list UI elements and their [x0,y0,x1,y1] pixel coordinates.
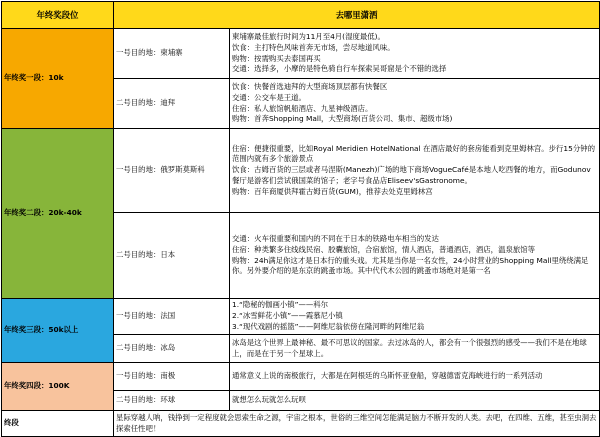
detail-line: 1.“隐秘的伽画小镇”——科尔 [232,300,329,310]
detail-line: 饮食：主打特色风味首奔无市场，尝尽地道风味。 [232,42,395,52]
destination-label: 二号目的地：环球 [114,391,230,411]
destination-details [230,29,600,79]
detail-line: 3.“现代戏剧的摇篮”——阿维尼翁依傍在隆河畔的阿维尼翁 [232,321,425,331]
destination-details [230,335,600,363]
header-row [2,2,600,29]
tier-row [2,129,600,213]
destination-label: 二号目的地：冰岛 [114,335,230,363]
detail-line: 住宿：私人旅馆帆船酒店、九星神级酒店。 [232,103,373,113]
detail-line: 购物：按需购买去泰国再买 [232,53,321,63]
detail-line: 交通：火车很重要和国内的不同在于日本的铁路电车相当的发达 [232,234,439,244]
destination-label: 一号目的地：俄罗斯莫斯科 [114,129,230,213]
detail-line: 饮食：古姆百货的三层或者马涅斯(Manezh)广场的地下商场VogueCafé是本地人吃西餐的地方，而Godunov餐厅是游客们尝试俄国菜的馆子；老字号食品店Eliseev'sGastronome。 [232,165,591,185]
detail-line: 购物：百年商厦供拜霍古姆百货(GUM)，推荐去处克里姆林宫 [232,186,433,196]
header-destination: 去哪里潇洒 [114,2,600,29]
destination-details [230,129,600,213]
destination-table [1,1,600,437]
detail-line: 通常意义上说的南极旅行，大都是在阿根廷的乌斯怀亚登船，穿越德雷克海峡进行的一系列活动 [232,371,543,381]
destination-label: 一号目的地：法国 [114,299,230,335]
detail-line: 购物：24h满足你这才是日本行的重头戏。尤其是当你是一名女性，24小时营业的Shopping Mall里绕绕满足你。另外要介绍的是东京的跳蚤市场。其中代代木公园的跳蚤市场绝对是第一名 [232,255,589,276]
destination-details [230,299,600,335]
destination-details [230,213,600,299]
tier-label: 年终奖四段：100K [2,363,114,411]
detail-line: 柬埔寨最佳旅行时间为11月至4月(湿度最低)。 [232,32,385,42]
destination-label: 二号目的地：迪拜 [114,79,230,129]
detail-line: 冰岛是这个世界上最神秘、最不可思议的国家。去过冰岛的人，都会有一个很强烈的感受——我们不是在地球上，而是在于另一个星球上。 [232,337,587,358]
final-tier-text: 星际穿越人呐，钱挣到一定程度就会思索生命之源，宇宙之根本，世俗的三维空间怎能满足脑力不断开发的人类。去吧，在四维、五维，甚至虫洞去探索任性吧！ [114,411,600,437]
destination-label: 二号目的地：日本 [114,213,230,299]
destination-details [230,363,600,391]
destination-details [230,391,600,411]
destination-label: 一号目的地：南极 [114,363,230,391]
detail-line: 就想怎么玩就怎么玩呗 [232,395,306,405]
tier-row [2,29,600,79]
tier-label: 年终奖三段：50k以上 [2,299,114,363]
detail-line: 交通：选择多，小摩的是特色骑自行车探索吴哥窟是个不错的选择 [232,64,447,74]
tier-label: 年终奖一段：10k [2,29,114,129]
detail-line: 住宿：种类繁多住线线民宿、胶囊旅馆，合宿旅馆，情人酒店，普通酒店，酒店，温泉旅馆等 [232,244,536,254]
tier-label: 年终奖二段：20k-40k [2,129,114,299]
tier-row [2,363,600,391]
detail-line: 2.“冰雪鲜花小镇”——霞慕尼小镇 [232,311,343,321]
tier-row [2,299,600,335]
detail-line: 饮食：快餐首选迪拜的大型商场顶层都有快餐区 [232,82,388,92]
detail-line: 交通：公交车是王道。 [232,92,306,102]
detail-line: 购物：首奔Shopping Mall，大型商场(百货公司、集市、超级市场) [232,114,453,124]
detail-line: 住宿：便捷很重要，比如Royal Meridien HotelNational 在酒店最好的套房能看到克里姆林宫。步行15分钟的范围内就有多个旅游景点 [232,143,595,164]
final-tier-label: 终段 [2,411,114,437]
header-tier: 年终奖段位 [2,2,114,29]
destination-label: 一号目的地：柬埔寨 [114,29,230,79]
destination-details [230,79,600,129]
